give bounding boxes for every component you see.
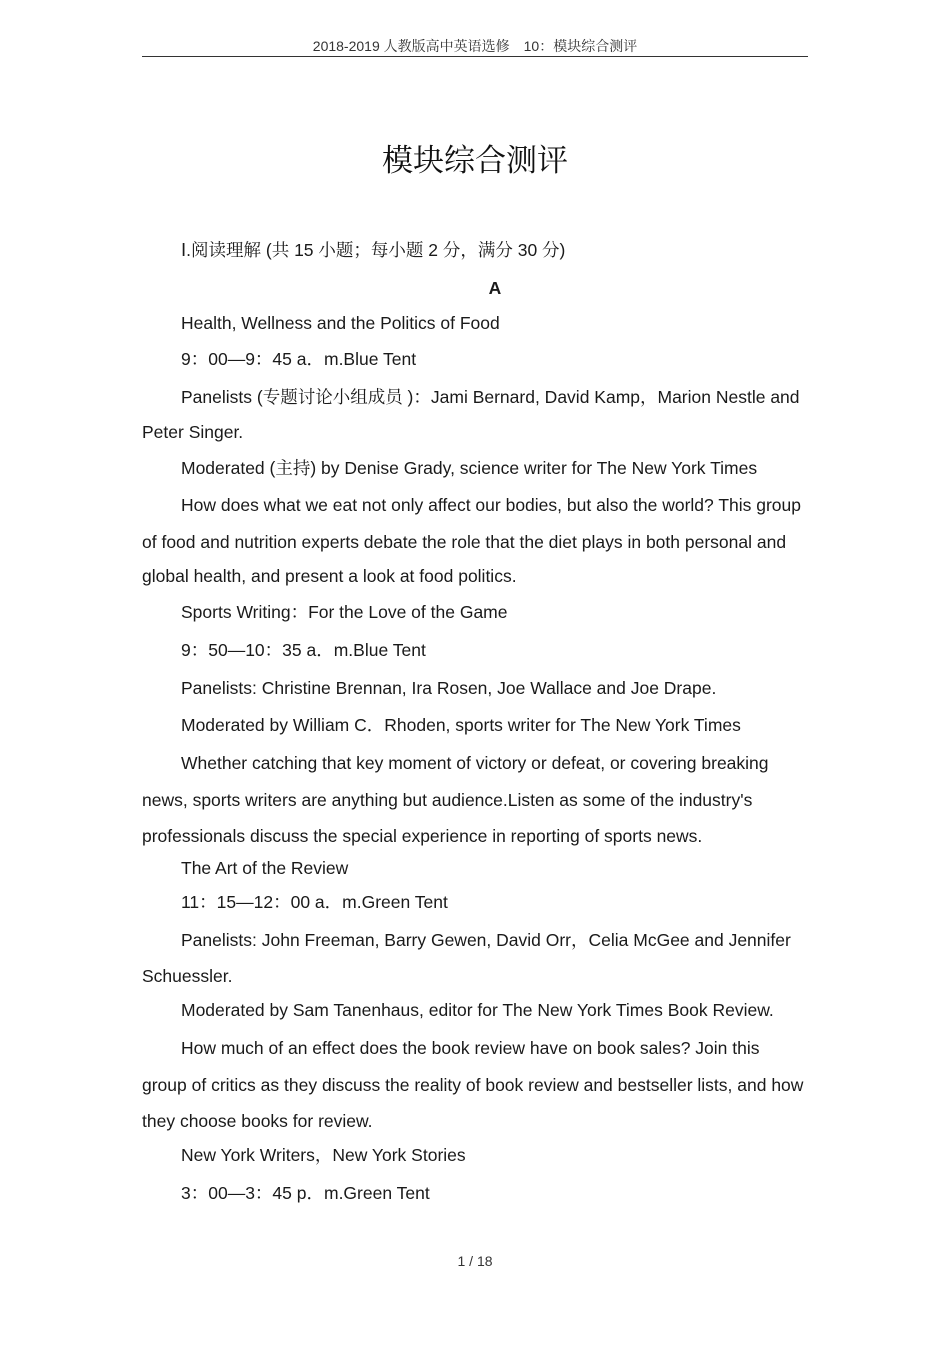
panel-title-writers: New York Writers，New York Stories bbox=[181, 1145, 466, 1165]
description-review-line-3: they choose books for review. bbox=[142, 1111, 373, 1131]
panelists-review: Panelists: John Freeman, Barry Gewen, David Orr，Celia McGee and Jennifer bbox=[181, 930, 791, 950]
panel-time-sports: 9：50—10：35 a．m.Blue Tent bbox=[181, 640, 426, 660]
panel-time-writers: 3：00—3：45 p．m.Green Tent bbox=[181, 1183, 430, 1203]
panel-time-review: 11：15—12：00 a．m.Green Tent bbox=[181, 892, 448, 912]
panel-title-food: Health, Wellness and the Politics of Food bbox=[181, 313, 500, 333]
panelists-food: Panelists (专题讨论小组成员 )：Jami Bernard, David Kamp，Marion Nestle and bbox=[181, 387, 800, 407]
document-title: 模块综合测评 bbox=[382, 143, 568, 179]
panelists-food-cont: Peter Singer. bbox=[142, 422, 244, 442]
moderator-review: Moderated by Sam Tanenhaus, editor for The New York Times Book Review. bbox=[181, 1000, 774, 1020]
section-label: A bbox=[488, 278, 502, 298]
description-sports-line-2: news, sports writers are anything but audience.Listen as some of the industry's bbox=[142, 790, 753, 810]
part-heading: Ⅰ.阅读理解 (共 15 小题；每小题 2 分，满分 30 分) bbox=[181, 240, 566, 260]
panel-time-food: 9：00—9：45 a．m.Blue Tent bbox=[181, 349, 417, 369]
panelists-sports: Panelists: Christine Brennan, Ira Rosen, Joe Wallace and Joe Drape. bbox=[181, 678, 717, 698]
panel-title-sports: Sports Writing：For the Love of the Game bbox=[181, 602, 508, 622]
panelists-review-cont: Schuessler. bbox=[142, 966, 233, 986]
description-sports-line-1: Whether catching that key moment of victory or defeat, or covering breaking bbox=[181, 753, 769, 773]
page-number: 1 / 18 bbox=[457, 1253, 493, 1269]
description-food-line-1: How does what we eat not only affect our bodies, but also the world? This group bbox=[181, 495, 802, 515]
moderator-sports: Moderated by William C．Rhoden, sports writer for The New York Times bbox=[181, 715, 741, 735]
description-food-line-2: of food and nutrition experts debate the role that the diet plays in both personal and bbox=[142, 532, 787, 552]
panel-title-review: The Art of the Review bbox=[181, 858, 349, 878]
moderator-food: Moderated (主持) by Denise Grady, science writer for The New York Times bbox=[181, 458, 758, 478]
description-review-line-2: group of critics as they discuss the reality of book review and bestseller lists, and how bbox=[142, 1075, 804, 1095]
running-header: 2018-2019 人教版高中英语选修 10：模块综合测评 bbox=[142, 36, 808, 57]
description-food-line-3: global health, and present a look at food politics. bbox=[142, 566, 517, 586]
description-review-line-1: How much of an effect does the book review have on book sales? Join this bbox=[181, 1038, 760, 1058]
description-sports-line-3: professionals discuss the special experience in reporting of sports news. bbox=[142, 826, 703, 846]
